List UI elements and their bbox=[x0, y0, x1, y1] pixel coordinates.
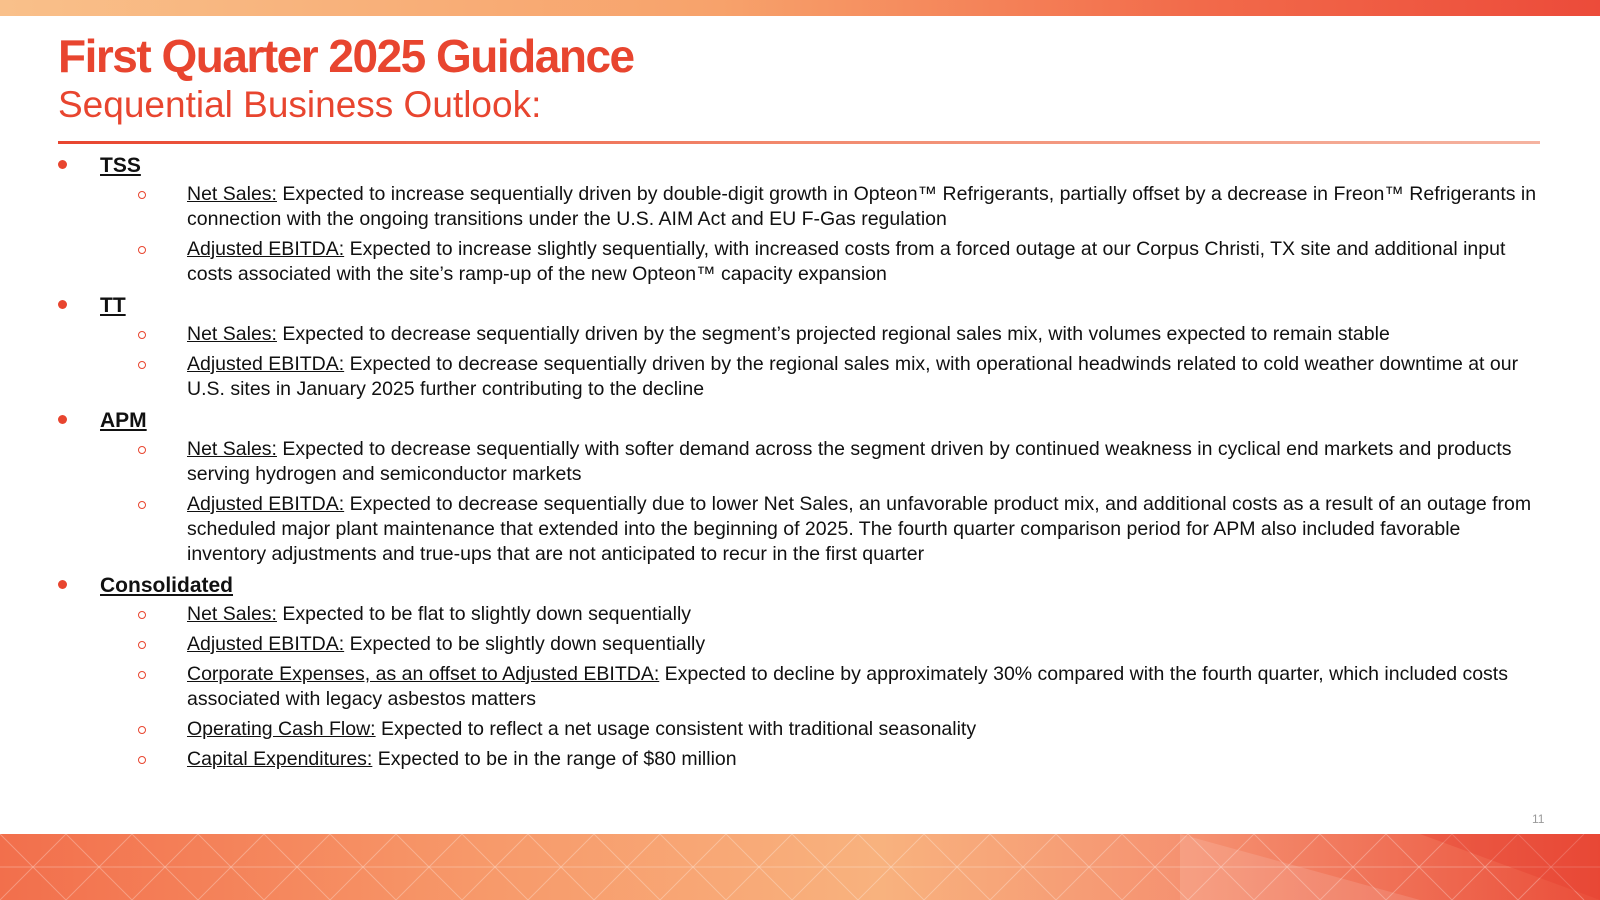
section-title: APM bbox=[100, 409, 147, 432]
section-title: TSS bbox=[100, 154, 141, 177]
section-tss bbox=[0, 152, 1600, 287]
item-text: Expected to decrease sequentially driven by the segment’s projected regional sales mix, with volumes expected to remain stable bbox=[276, 323, 1390, 345]
page-number: 11 bbox=[1532, 812, 1545, 826]
page-title: First Quarter 2025 Guidance bbox=[58, 30, 634, 82]
circle-bullet-icon bbox=[138, 611, 146, 619]
circle-bullet-icon bbox=[138, 671, 146, 679]
item-label: Operating Cash Flow: bbox=[187, 718, 376, 740]
item-text: Expected to be slightly down sequentially bbox=[344, 633, 706, 655]
circle-bullet-icon bbox=[138, 361, 146, 369]
footer-triangle-pattern bbox=[0, 834, 1600, 900]
circle-bullet-icon bbox=[138, 756, 146, 764]
item-label: Adjusted EBITDA: bbox=[187, 238, 345, 260]
item-label: Net Sales: bbox=[187, 323, 277, 345]
circle-bullet-icon bbox=[138, 446, 146, 454]
title-divider bbox=[58, 141, 1540, 144]
section-title: TT bbox=[100, 294, 126, 317]
list-item bbox=[0, 352, 1600, 402]
section-header bbox=[0, 292, 1600, 322]
item-text: Expected to increase slightly sequentially, with increased costs from a forced outage at our Corpus Christi, TX site and additional input costs associated with the site’s ramp-up of the new Opteon™ capacity expansion bbox=[187, 238, 1506, 285]
list-item bbox=[0, 632, 1600, 657]
item-label: Adjusted EBITDA: bbox=[187, 633, 345, 655]
section-consolidated bbox=[0, 572, 1600, 772]
bullet-dot-icon bbox=[58, 580, 67, 589]
circle-bullet-icon bbox=[138, 726, 146, 734]
item-text: Expected to decrease sequentially driven by the regional sales mix, with operational headwinds related to cold weather downtime at our U.S. sites in January 2025 further contributing to the decline bbox=[187, 353, 1519, 400]
list-item bbox=[0, 662, 1600, 712]
circle-bullet-icon bbox=[138, 501, 146, 509]
item-label: Net Sales: bbox=[187, 183, 277, 205]
list-item bbox=[0, 437, 1600, 487]
item-label: Adjusted EBITDA: bbox=[187, 493, 345, 515]
item-text: Expected to reflect a net usage consistent with traditional seasonality bbox=[375, 718, 977, 740]
item-text: Expected to decrease sequentially due to lower Net Sales, an unfavorable product mix, and additional costs as a result of an outage from scheduled major plant maintenance that extended into the beginning of 2025. The fourth quarter comparison period for APM also included favorable inventory adjustments and true-ups that are not anticipated to recur in the first quarter bbox=[187, 493, 1532, 565]
footer-pattern-band bbox=[0, 834, 1600, 900]
section-header bbox=[0, 152, 1600, 182]
item-text: Expected to decline by approximately 30% compared with the fourth quarter, which included costs associated with legacy asbestos matters bbox=[187, 663, 1508, 710]
list-item bbox=[0, 602, 1600, 627]
list-item bbox=[0, 492, 1600, 567]
section-tt bbox=[0, 292, 1600, 402]
item-label: Net Sales: bbox=[187, 603, 277, 625]
section-apm bbox=[0, 407, 1600, 567]
item-label: Corporate Expenses, as an offset to Adjusted EBITDA: bbox=[187, 663, 660, 685]
item-text: Expected to increase sequentially driven by double-digit growth in Opteon™ Refrigerants, partially offset by a decrease in Freon™ Refrigerants in connection with the ongoing transitions under the U.S. AIM Act and EU F-Gas regulation bbox=[187, 183, 1537, 230]
item-text: Expected to be in the range of $80 million bbox=[372, 748, 737, 770]
item-text: Expected to be flat to slightly down sequentially bbox=[276, 603, 692, 625]
bullet-dot-icon bbox=[58, 300, 67, 309]
item-label: Net Sales: bbox=[187, 438, 277, 460]
bullet-dot-icon bbox=[58, 160, 67, 169]
item-label: Capital Expenditures: bbox=[187, 748, 373, 770]
circle-bullet-icon bbox=[138, 191, 146, 199]
section-header bbox=[0, 572, 1600, 602]
list-item bbox=[0, 322, 1600, 347]
top-gradient-bar bbox=[0, 0, 1600, 16]
circle-bullet-icon bbox=[138, 641, 146, 649]
list-item bbox=[0, 237, 1600, 287]
section-title: Consolidated bbox=[100, 574, 234, 597]
bullet-dot-icon bbox=[58, 415, 67, 424]
circle-bullet-icon bbox=[138, 246, 146, 254]
section-header bbox=[0, 407, 1600, 437]
list-item bbox=[0, 182, 1600, 232]
page-subtitle: Sequential Business Outlook: bbox=[58, 84, 542, 125]
circle-bullet-icon bbox=[138, 331, 146, 339]
list-item bbox=[0, 747, 1600, 772]
outlook-content bbox=[0, 150, 1600, 777]
item-text: Expected to decrease sequentially with softer demand across the segment driven by continued weakness in cyclical end markets and products serving hydrogen and semiconductor markets bbox=[187, 438, 1512, 485]
list-item bbox=[0, 717, 1600, 742]
item-label: Adjusted EBITDA: bbox=[187, 353, 345, 375]
